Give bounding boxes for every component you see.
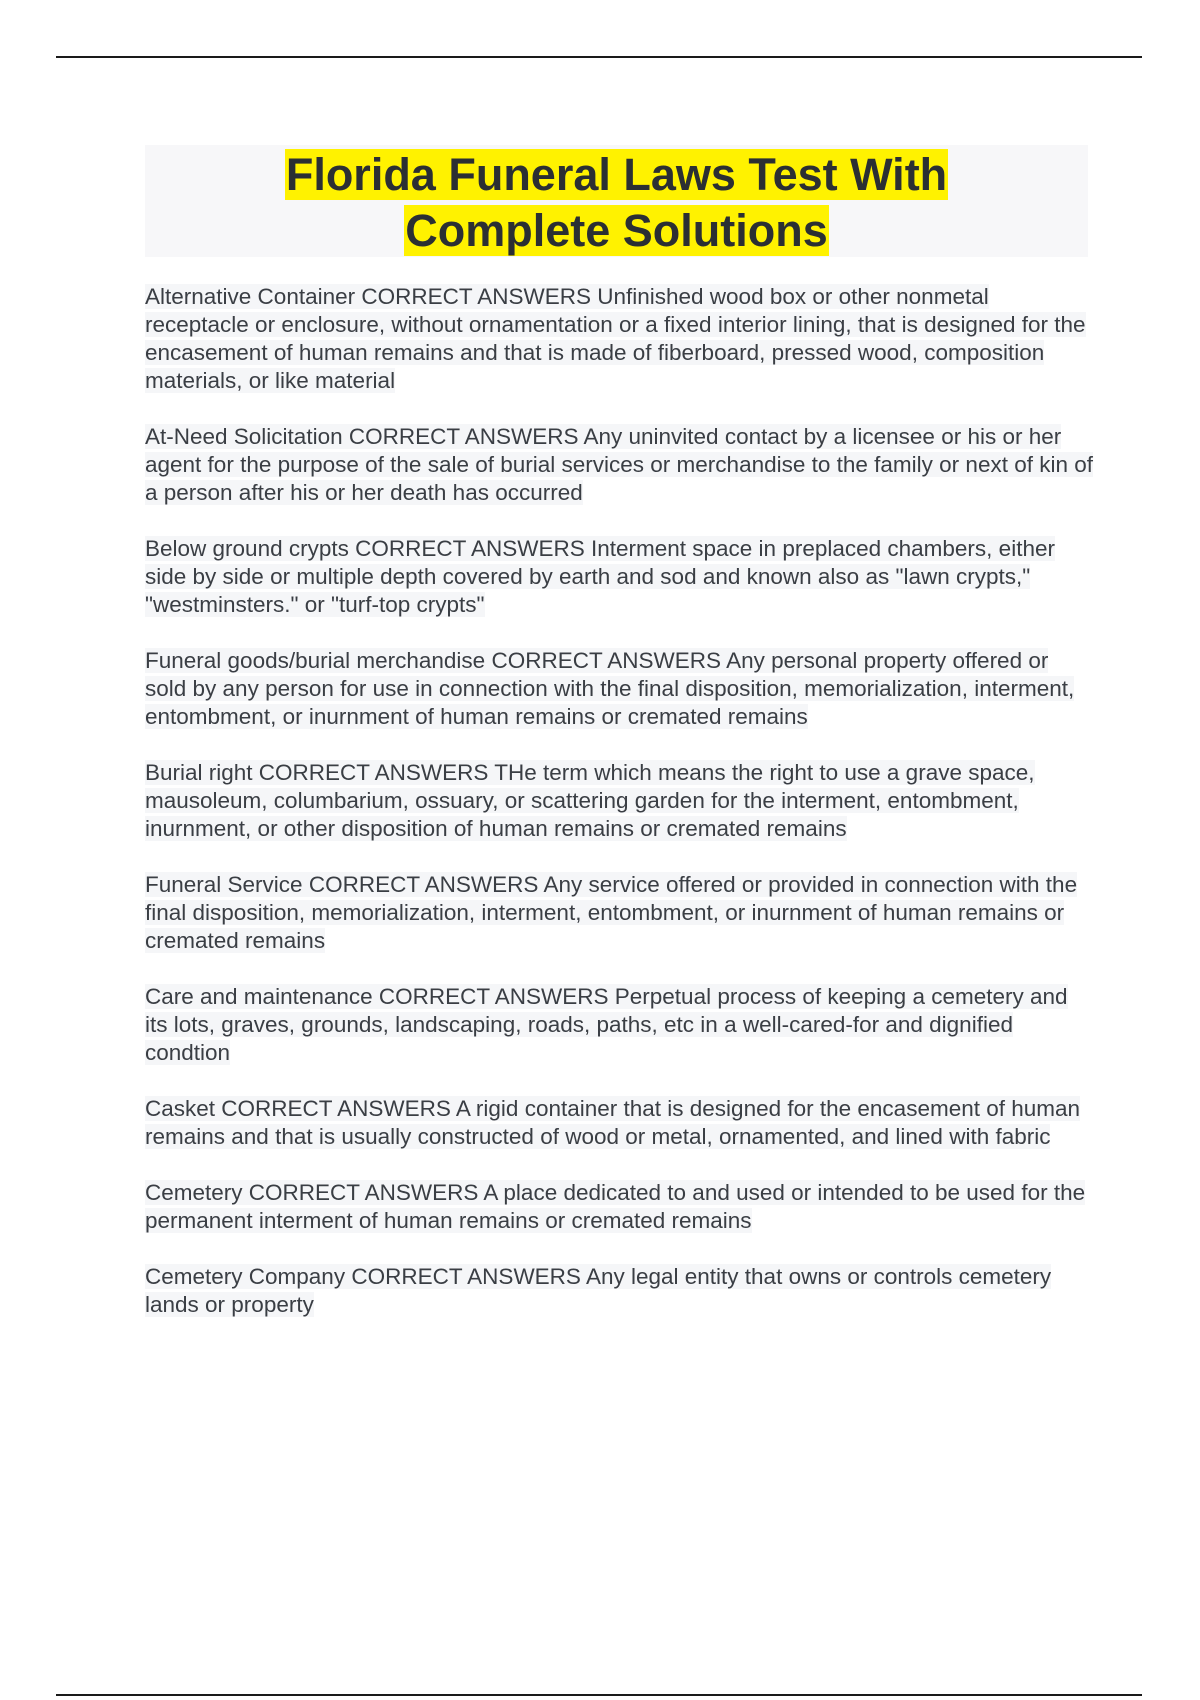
qa-entry-burial-right: Burial right CORRECT ANSWERS THe term which means the right to use a grave space, mausoleum, columbarium, ossuary, or scattering garden for the interment, entombment, inurnment, or other disposition of human remains or cremated remains [145,760,1035,841]
qa-entry-at-need-solicitation: At-Need Solicitation CORRECT ANSWERS Any uninvited contact by a licensee or his or her agent for the purpose of the sale of burial services or merchandise to the family or next of kin of a person after his or her death has occurred [145,424,1093,505]
qa-entry-care-and-maintenance: Care and maintenance CORRECT ANSWERS Perpetual process of keeping a cemetery and its lots, graves, grounds, landscaping, roads, paths, etc in a well-cared-for and dignified condtion [145,984,1068,1065]
qa-entry-funeral-service: Funeral Service CORRECT ANSWERS Any service offered or provided in connection with the final disposition, memorialization, interment, entombment, or inurnment of human remains or cremated remains [145,872,1078,953]
qa-entry-casket: Casket CORRECT ANSWERS A rigid container that is designed for the encasement of human remains and that is usually constructed of wood or metal, ornamented, and lined with fabric [145,1096,1081,1149]
qa-entry-funeral-goods: Funeral goods/burial merchandise CORRECT ANSWERS Any personal property offered or sold by any person for use in connection with the final disposition, memorialization, interment, entombment, or inurnment of human remains or cremated remains [145,648,1075,729]
title-line-1: Florida Funeral Laws Test With [285,149,948,200]
qa-entry-alternative-container: Alternative Container CORRECT ANSWERS Unfinished wood box or other nonmetal receptacle or enclosure, without ornamentation or a fixed interior lining, that is designed for the encasement of human remains and that is made of fiberboard, pressed wood, composition materials, or like material [145,284,1086,393]
bottom-divider [56,1694,1142,1696]
qa-entry-cemetery: Cemetery CORRECT ANSWERS A place dedicated to and used or intended to be used for the permanent interment of human remains or cremated remains [145,1180,1086,1233]
qa-entry-below-ground-crypts: Below ground crypts CORRECT ANSWERS Interment space in preplaced chambers, either side by side or multiple depth covered by earth and sod and known also as "lawn crypts," "westminsters." or "turf-top crypts" [145,536,1055,617]
top-divider [56,56,1142,58]
document-body [145,283,1095,1347]
qa-entry-cemetery-company: Cemetery Company CORRECT ANSWERS Any legal entity that owns or controls cemetery lands or property [145,1264,1052,1317]
title-line-2: Complete Solutions [405,205,828,256]
document-title [145,145,1088,257]
